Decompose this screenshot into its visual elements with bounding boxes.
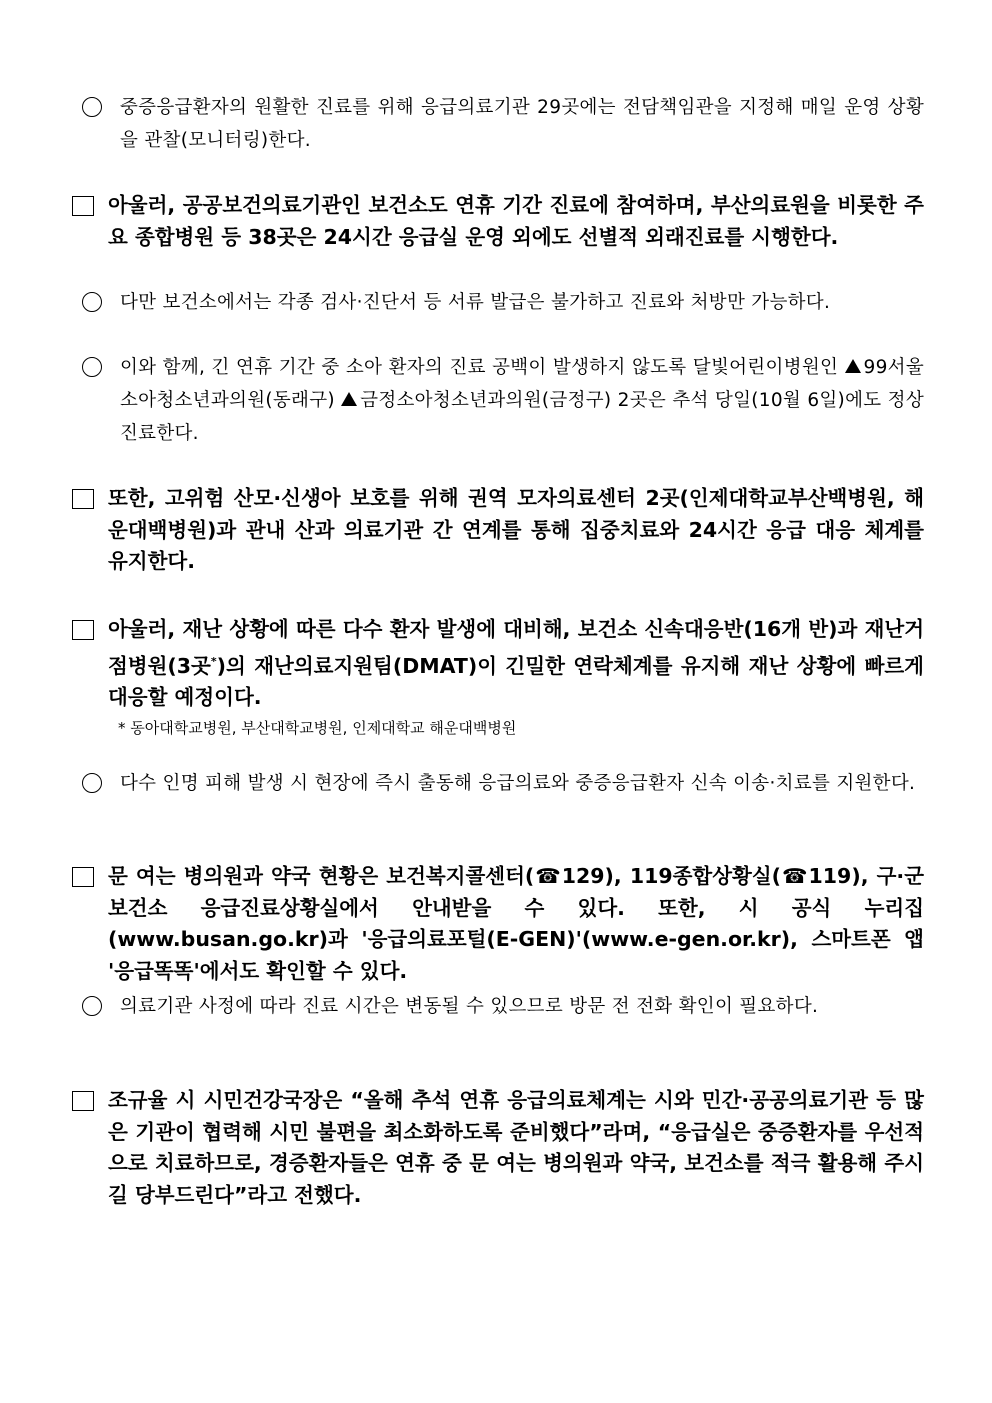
circle-bullet-icon: [82, 996, 102, 1016]
circle-item-mass-casualty: [82, 767, 924, 800]
text-segment: 아울러, 재난 상황에 따른 다수 환자 발생에 대비해, 보건소 신속대응반(16개 반)과 재난거점병원(3곳: [108, 617, 924, 678]
circle-bullet-icon: [82, 97, 102, 117]
square-item-public-health: [72, 190, 924, 253]
paragraph-text: 아울러, 공공보건의료기관인 보건소도 연휴 기간 진료에 참여하며, 부산의료원을 비롯한 주요 종합병원 등 38곳은 24시간 응급실 운영 외에도 선별적 외래진료를 시행한다.: [108, 193, 924, 249]
circle-bullet-icon: [82, 773, 102, 793]
square-item-director-quote: [72, 1085, 924, 1211]
paragraph-text: 조규율 시 시민건강국장은 “올해 추석 연휴 응급의료체계는 시와 민간·공공의료기관 등 많은 기관이 협력해 시민 불편을 최소화하도록 준비했다”라며, “응급실은 중증환자를 우선적으로 치료하므로, 경증환자들은 연휴 중 문 여는 병의원과 약국, 보건소를 적극 활용해 주시길 당부드린다”라고 전했다.: [108, 1088, 924, 1207]
text-segment: 이와 함께, 긴 연휴 기간 중 소아 환자의 진료 공백이 발생하지 않도록 달빛어린이병원인: [120, 357, 845, 378]
paragraph-text: [120, 351, 924, 450]
footnote-marker: *: [210, 654, 217, 668]
triangle-bullet-icon: [845, 359, 861, 373]
footnote-hospitals: * 동아대학교병원, 부산대학교병원, 인제대학교 해운대백병원: [118, 719, 517, 737]
text-segment: 99서울소아청소년과의원(동래구): [120, 357, 924, 411]
paragraph-text: 문 여는 병의원과 약국 현황은 보건복지콜센터(☎129), 119종합상황실(☎119), 구·군 보건소 응급진료상황실에서 안내받을 수 있다. 또한, 시 공식 누리집(www.busan.go.kr)과 '응급의료포털(E-GEN)'(www.e-gen.or.kr), 스마트폰 앱 '응급똑똑'에서도 확인할 수 있다.: [108, 864, 924, 983]
circle-item-severe-emergency: [82, 91, 924, 157]
circle-item-health-center-limit: [82, 286, 924, 319]
paragraph-text: 다수 인명 피해 발생 시 현장에 즉시 출동해 응급의료와 중증응급환자 신속 이송·치료를 지원한다.: [120, 773, 916, 794]
square-bullet-icon: [72, 867, 94, 887]
triangle-bullet-icon: [341, 392, 357, 406]
paragraph-text: [108, 614, 924, 713]
paragraph-text: 다만 보건소에서는 각종 검사·진단서 등 서류 발급은 불가하고 진료와 처방만 가능하다.: [120, 292, 831, 313]
text-segment: 금정소아청소년과의원(금정구) 2곳은 추석 당일(10월 6일)에도 정상 진료한다.: [120, 390, 925, 444]
circle-bullet-icon: [82, 357, 102, 377]
circle-item-call-ahead: [82, 990, 924, 1023]
square-item-inquiries: [72, 861, 924, 987]
square-item-maternal: [72, 483, 924, 578]
square-bullet-icon: [72, 489, 94, 509]
text-segment: )의 재난의료지원팀(DMAT)이 긴밀한 연락체계를 유지해 재난 상황에 빠르게 대응할 예정이다.: [108, 653, 924, 709]
square-bullet-icon: [72, 620, 94, 640]
circle-bullet-icon: [82, 292, 102, 312]
paragraph-text: 의료기관 사정에 따라 진료 시간은 변동될 수 있으므로 방문 전 전화 확인이 필요하다.: [120, 996, 819, 1017]
square-item-disaster: [72, 614, 924, 713]
circle-item-pediatric: [82, 351, 924, 450]
paragraph-text: 중증응급환자의 원활한 진료를 위해 응급의료기관 29곳에는 전담책임관을 지정해 매일 운영 상황을 관찰(모니터링)한다.: [120, 97, 924, 151]
paragraph-text: 또한, 고위험 산모·신생아 보호를 위해 권역 모자의료센터 2곳(인제대학교부산백병원, 해운대백병원)과 관내 산과 의료기관 간 연계를 통해 집중치료와 24시간 응급 대응 체계를 유지한다.: [108, 486, 924, 573]
square-bullet-icon: [72, 196, 94, 216]
square-bullet-icon: [72, 1091, 94, 1111]
